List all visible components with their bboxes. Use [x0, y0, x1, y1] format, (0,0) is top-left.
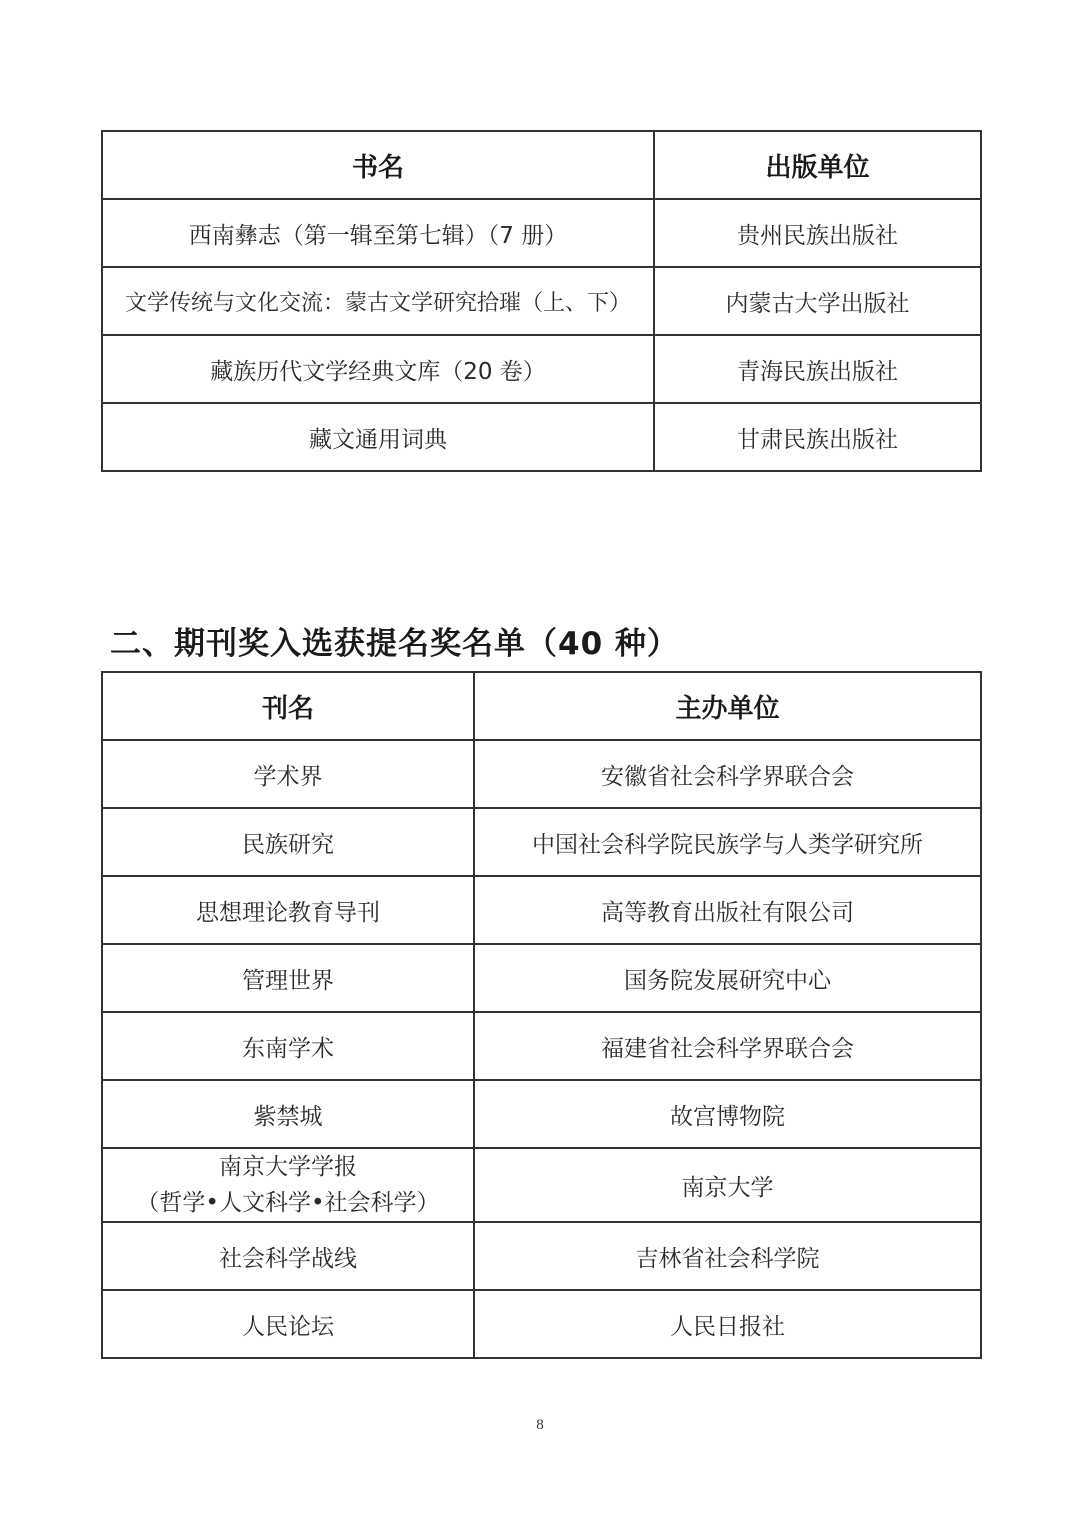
journal-name: 社会科学战线 — [102, 1222, 474, 1290]
journal-name: 东南学术 — [102, 1012, 474, 1080]
journal-name: 管理世界 — [102, 944, 474, 1012]
book-title: 西南彝志（第一辑至第七辑）（7 册） — [102, 199, 654, 267]
table-header-row — [102, 131, 981, 199]
journal-name: 紫禁城 — [102, 1080, 474, 1148]
book-title: 藏族历代文学经典文库（20 卷） — [102, 335, 654, 403]
section-title: 二、期刊奖入选获提名奖名单（40 种） — [110, 626, 679, 662]
table-row — [102, 740, 981, 808]
sponsor: 人民日报社 — [474, 1290, 981, 1358]
sponsor: 安徽省社会科学界联合会 — [474, 740, 981, 808]
journal-name: 人民论坛 — [102, 1290, 474, 1358]
publisher: 青海民族出版社 — [654, 335, 981, 403]
header-book-title: 书名 — [102, 131, 654, 199]
journal-name-line1: 南京大学学报 — [219, 1154, 357, 1180]
table-row — [102, 876, 981, 944]
header-publisher: 出版单位 — [654, 131, 981, 199]
page-number: 8 — [536, 1417, 544, 1433]
table-row — [102, 808, 981, 876]
table-row — [102, 1222, 981, 1290]
books-table — [101, 130, 982, 472]
table-row — [102, 944, 981, 1012]
sponsor: 故宫博物院 — [474, 1080, 981, 1148]
sponsor: 中国社会科学院民族学与人类学研究所 — [474, 808, 981, 876]
journal-name: 民族研究 — [102, 808, 474, 876]
header-journal-name: 刊名 — [102, 672, 474, 740]
header-sponsor: 主办单位 — [474, 672, 981, 740]
journal-name — [102, 1148, 474, 1222]
sponsor: 南京大学 — [474, 1148, 981, 1222]
sponsor: 高等教育出版社有限公司 — [474, 876, 981, 944]
book-title: 藏文通用词典 — [102, 403, 654, 471]
table-row — [102, 403, 981, 471]
publisher: 甘肃民族出版社 — [654, 403, 981, 471]
table-header-row — [102, 672, 981, 740]
sponsor: 福建省社会科学界联合会 — [474, 1012, 981, 1080]
table-row — [102, 1012, 981, 1080]
journal-name: 学术界 — [102, 740, 474, 808]
table-row — [102, 1148, 981, 1222]
table-row — [102, 1290, 981, 1358]
table-row — [102, 1080, 981, 1148]
table-row — [102, 199, 981, 267]
sponsor: 吉林省社会科学院 — [474, 1222, 981, 1290]
table-row — [102, 267, 981, 335]
journals-table — [101, 671, 982, 1359]
publisher: 内蒙古大学出版社 — [654, 267, 981, 335]
book-title: 文学传统与文化交流：蒙古文学研究拾璀（上、下） — [102, 267, 654, 335]
table-row — [102, 335, 981, 403]
journal-name: 思想理论教育导刊 — [102, 876, 474, 944]
journal-name-line2: （哲学•人文科学•社会科学） — [136, 1190, 440, 1216]
sponsor: 国务院发展研究中心 — [474, 944, 981, 1012]
publisher: 贵州民族出版社 — [654, 199, 981, 267]
